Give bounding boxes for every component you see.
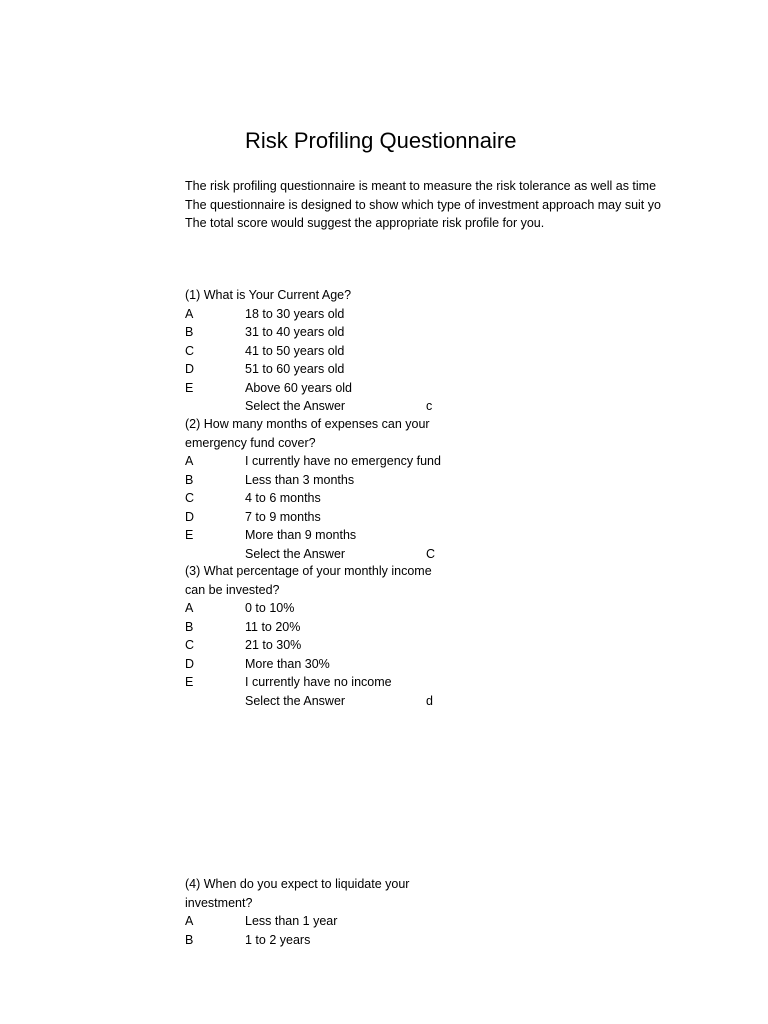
question-text: can be invested? bbox=[185, 582, 280, 597]
question-text: emergency fund cover? bbox=[185, 435, 316, 450]
answer-value[interactable]: c bbox=[426, 399, 433, 413]
select-answer-label: Select the Answer bbox=[245, 693, 346, 708]
option-letter: A bbox=[185, 454, 194, 468]
answer-value[interactable]: C bbox=[426, 546, 436, 561]
question-block-3 bbox=[185, 562, 485, 710]
option-letter: D bbox=[185, 509, 195, 524]
option-letter: C bbox=[185, 343, 195, 358]
option-text: 7 to 9 months bbox=[245, 509, 321, 524]
option-letter: A bbox=[185, 914, 194, 928]
option-text: 4 to 6 months bbox=[245, 491, 321, 505]
option-row bbox=[185, 489, 485, 508]
option-row bbox=[185, 360, 485, 379]
question-block-4 bbox=[185, 875, 485, 949]
option-text: 21 to 30% bbox=[245, 638, 302, 652]
option-letter: E bbox=[185, 528, 194, 542]
question-text: investment? bbox=[185, 895, 253, 910]
question-text: (3) What percentage of your monthly income bbox=[185, 564, 432, 578]
option-row bbox=[185, 305, 485, 324]
option-row bbox=[185, 471, 485, 490]
intro-line: The total score would suggest the appropriate risk profile for you. bbox=[185, 216, 545, 230]
option-row bbox=[185, 618, 485, 637]
option-text: 41 to 50 years old bbox=[245, 343, 345, 358]
option-row bbox=[185, 508, 485, 527]
option-letter: A bbox=[185, 601, 194, 615]
option-letter: B bbox=[185, 472, 194, 487]
option-row bbox=[185, 452, 485, 471]
option-text: 0 to 10% bbox=[245, 601, 295, 615]
intro-paragraph bbox=[185, 177, 668, 233]
question-text: (1) What is Your Current Age? bbox=[185, 288, 352, 302]
question-block-1 bbox=[185, 286, 485, 416]
option-letter: B bbox=[185, 325, 194, 339]
option-row bbox=[185, 931, 485, 950]
option-row bbox=[185, 342, 485, 361]
option-row bbox=[185, 655, 485, 674]
option-row bbox=[185, 673, 485, 692]
option-text: More than 9 months bbox=[245, 528, 357, 542]
option-row bbox=[185, 599, 485, 618]
select-answer-label: Select the Answer bbox=[245, 546, 346, 561]
option-letter: B bbox=[185, 932, 194, 947]
option-row bbox=[185, 379, 485, 398]
question-text: (2) How many months of expenses can your bbox=[185, 417, 430, 431]
page-title: Risk Profiling Questionnaire bbox=[245, 128, 517, 153]
option-text: 51 to 60 years old bbox=[245, 362, 345, 376]
option-letter: D bbox=[185, 656, 195, 671]
question-block-2 bbox=[185, 415, 485, 563]
option-row bbox=[185, 526, 485, 545]
option-letter: C bbox=[185, 638, 195, 652]
answer-row bbox=[185, 545, 485, 564]
option-letter: E bbox=[185, 380, 194, 395]
option-text: I currently have no income bbox=[245, 675, 392, 689]
option-text: Less than 1 year bbox=[245, 914, 338, 928]
intro-line: The questionnaire is designed to show which type of investment approach may suit yo bbox=[185, 197, 661, 212]
option-row bbox=[185, 912, 485, 931]
option-letter: D bbox=[185, 362, 195, 376]
intro-line: The risk profiling questionnaire is meant to measure the risk tolerance as well as time bbox=[185, 179, 657, 193]
option-text: I currently have no emergency fund bbox=[245, 454, 441, 468]
option-text: Above 60 years old bbox=[245, 380, 353, 395]
answer-row bbox=[185, 397, 485, 416]
option-letter: A bbox=[185, 306, 194, 321]
option-text: 18 to 30 years old bbox=[245, 306, 345, 321]
option-text: 1 to 2 years bbox=[245, 932, 311, 947]
option-row bbox=[185, 636, 485, 655]
option-text: 31 to 40 years old bbox=[245, 325, 345, 339]
select-answer-label: Select the Answer bbox=[245, 399, 346, 413]
option-row bbox=[185, 323, 485, 342]
option-text: 11 to 20% bbox=[245, 619, 301, 634]
option-letter: E bbox=[185, 675, 194, 689]
option-letter: B bbox=[185, 619, 194, 634]
option-text: More than 30% bbox=[245, 656, 330, 671]
answer-value[interactable]: d bbox=[426, 693, 433, 708]
option-letter: C bbox=[185, 491, 195, 505]
option-text: Less than 3 months bbox=[245, 472, 355, 487]
answer-row bbox=[185, 692, 485, 711]
question-text: (4) When do you expect to liquidate your bbox=[185, 877, 410, 891]
